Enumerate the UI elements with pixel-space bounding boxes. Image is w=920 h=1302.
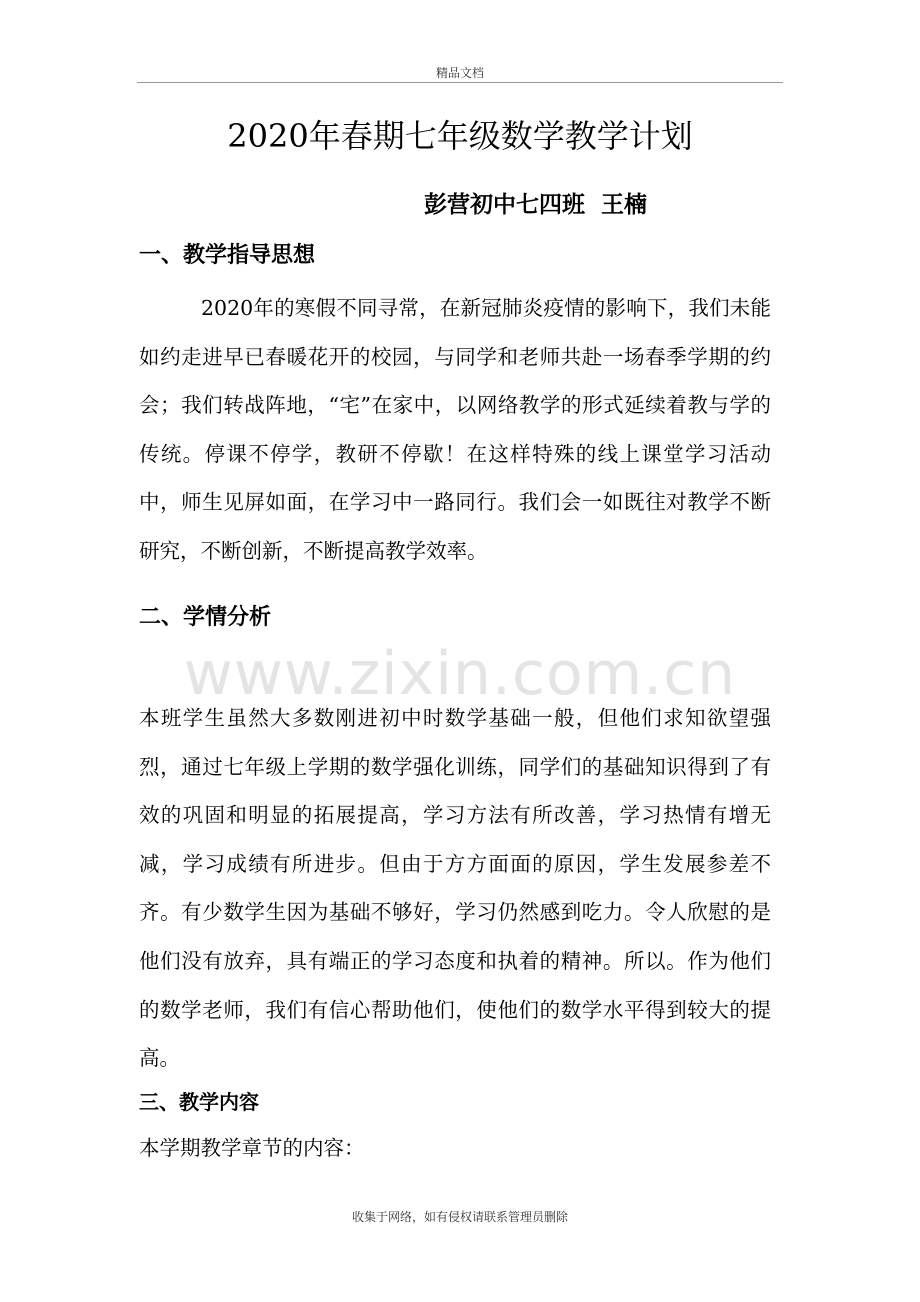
section-paragraph-guiding-ideology: 2020年的寒假不同寻常，在新冠肺炎疫情的影响下，我们未能如约走进早已春暖花开的校园，与同学和老师共赴一场春季学期的约会；我们转战阵地，“宅”在家中，以网络教学的形式延续着教与学的传统。停课不停学，教研不停歇！在这样特殊的线上课堂学习活动中，师生见屏如面，在学习中一路同行。我们会一如既往对教学不断研究，不断创新，不断提高教学效率。 (139, 296, 771, 563)
watermark: www.zixin.com.cn (183, 639, 737, 709)
page-header-label: 精品文档 (435, 66, 484, 80)
section-paragraph-teaching-content: 本学期教学章节的内容： (139, 1136, 365, 1160)
header-divider (137, 82, 783, 83)
section-heading-teaching-content: 三、教学内容 (139, 1090, 259, 1114)
document-title: 2020年春期七年级数学教学计划 (227, 117, 693, 155)
author-line: 彭营初中七四班 王楠 (424, 192, 648, 218)
section-heading-student-analysis: 二、学情分析 (139, 605, 272, 630)
section-heading-guiding-ideology: 一、教学指导思想 (139, 243, 316, 268)
page-footer-label: 收集于网络，如有侵权请联系管理员删除 (351, 1210, 568, 1224)
section-paragraph-student-analysis: 本班学生虽然大多数刚进初中时数学基础一般，但他们求知欲望强烈，通过七年级上学期的数学强化训练，同学们的基础知识得到了有效的巩固和明显的拓展提高，学习方法有所改善，学习热情有增无减，学习成绩有所进步。但由于方方面面的原因，学生发展参差不齐。有少数学生因为基础不够好，学习仍然感到吃力。令人欣慰的是他们没有放弃，具有端正的学习态度和执着的精神。所以。作为他们的数学老师，我们有信心帮助他们，使他们的数学水平得到较大的提高。 (139, 706, 771, 1071)
